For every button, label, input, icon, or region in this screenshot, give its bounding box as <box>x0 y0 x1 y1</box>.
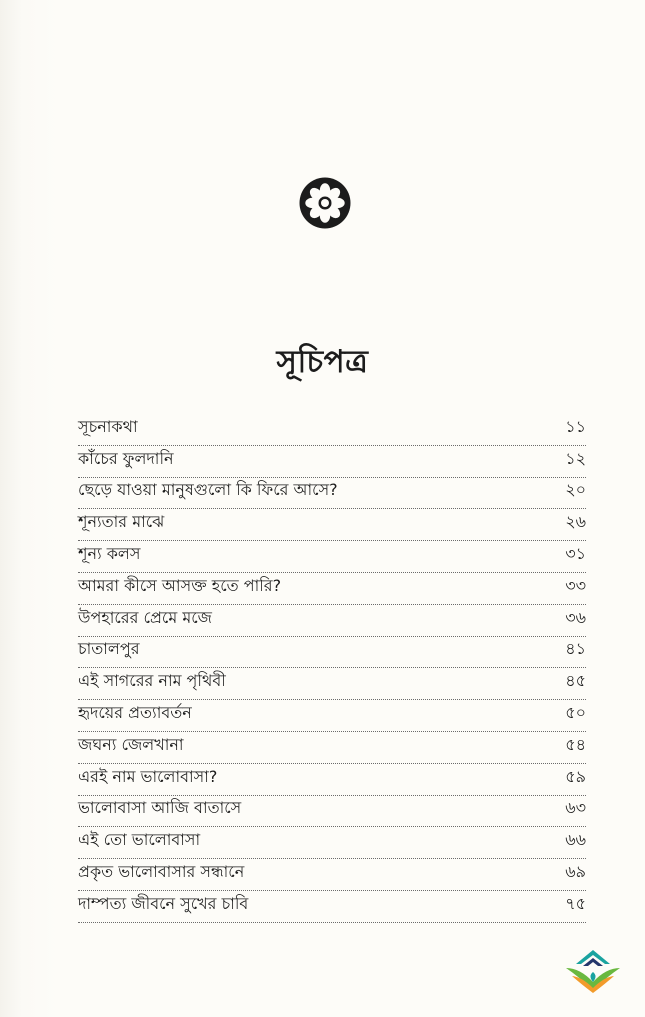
toc-entry-title: সূচনাকথা <box>78 416 138 436</box>
toc-entry-title: আমরা কীসে আসক্ত হতে পারি? <box>78 575 282 595</box>
table-of-contents <box>78 414 586 923</box>
toc-entry-title: ভালোবাসা আজি বাতাসে <box>78 798 242 818</box>
toc-row <box>78 605 586 637</box>
toc-row <box>78 446 586 478</box>
toc-row <box>78 509 586 541</box>
toc-row <box>78 668 586 700</box>
toc-entry-page: ৫৯ <box>565 766 586 786</box>
toc-entry-page: ৫৪ <box>565 734 586 754</box>
toc-entry-page: ৬৬ <box>565 830 586 850</box>
toc-entry-title: ছেড়ে যাওয়া মানুষগুলো কি ফিরে আসে? <box>78 480 338 500</box>
toc-entry-page: ৪১ <box>565 639 586 659</box>
toc-entry-title: শূন্য কলস <box>78 543 141 563</box>
toc-entry-title: শূন্যতার মাঝে <box>78 512 165 532</box>
toc-row <box>78 764 586 796</box>
toc-entry-title: এই তো ভালোবাসা <box>78 830 201 850</box>
toc-row <box>78 796 586 828</box>
toc-entry-title: দাম্পত্য জীবনে সুখের চাবি <box>78 893 249 913</box>
toc-entry-title: হৃদয়ের প্রত্যাবর্তন <box>78 702 192 722</box>
toc-entry-title: চাতালপুর <box>78 639 140 659</box>
toc-row <box>78 700 586 732</box>
toc-entry-page: ৩৬ <box>565 607 586 627</box>
toc-entry-page: ১১ <box>565 416 586 436</box>
toc-entry-page: ৪৫ <box>565 671 586 691</box>
toc-entry-page: ২০ <box>565 480 586 500</box>
toc-row <box>78 541 586 573</box>
toc-entry-page: ১২ <box>565 448 586 468</box>
toc-row <box>78 414 586 446</box>
toc-entry-page: ৭৫ <box>565 893 586 913</box>
toc-row <box>78 573 586 605</box>
toc-row <box>78 891 586 923</box>
toc-entry-page: ৬৯ <box>565 861 586 881</box>
toc-entry-page: ৫০ <box>565 702 586 722</box>
page-title: সূচিপত্র <box>276 344 369 380</box>
toc-row <box>78 827 586 859</box>
toc-entry-page: ৩১ <box>565 543 586 563</box>
toc-row <box>78 732 586 764</box>
toc-entry-page: ২৬ <box>565 512 586 532</box>
toc-entry-title: এই সাগরের নাম পৃথিবী <box>78 671 226 691</box>
toc-entry-title: কাঁচের ফুলদানি <box>78 448 174 468</box>
publisher-logo-icon <box>562 946 624 994</box>
flower-ornament-icon <box>298 176 352 230</box>
toc-row <box>78 859 586 891</box>
toc-row <box>78 478 586 510</box>
toc-entry-page: ৬৩ <box>565 798 586 818</box>
toc-entry-page: ৩৩ <box>565 575 586 595</box>
toc-entry-title: উপহারের প্রেমে মজে <box>78 607 212 627</box>
toc-entry-title: প্রকৃত ভালোবাসার সন্ধানে <box>78 861 245 881</box>
toc-entry-title: জঘন্য জেলখানা <box>78 734 184 754</box>
toc-entry-title: এরই নাম ভালোবাসা? <box>78 766 218 786</box>
toc-row <box>78 637 586 669</box>
